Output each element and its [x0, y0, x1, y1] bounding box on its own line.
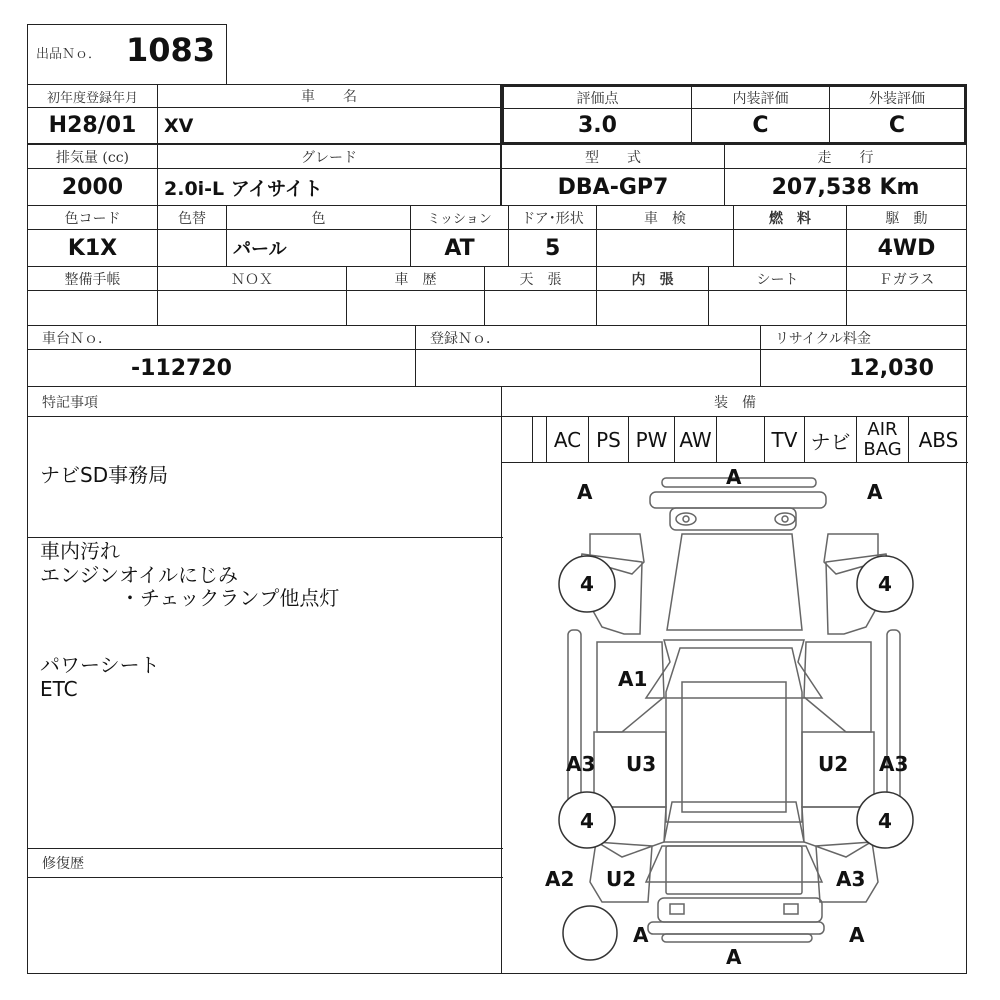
mark-rear-left-a: A2	[545, 867, 575, 891]
label-color-change: 色替	[157, 205, 227, 230]
row2	[27, 144, 967, 206]
value-vehicle-history	[346, 290, 485, 326]
note-line-5: パワーシート	[40, 653, 160, 677]
equipment-row	[502, 417, 968, 463]
row5	[27, 325, 967, 387]
mark-left-side-u: U3	[626, 752, 657, 776]
label-color: 色	[226, 205, 411, 230]
value-chassis-number: -112720	[27, 349, 416, 387]
value-color-code: K1X	[27, 229, 158, 267]
mark-tire-front-right: 4	[878, 572, 892, 596]
equipment-item-ps: PS	[588, 417, 628, 463]
value-doors: 5	[508, 229, 597, 267]
notes-divider	[28, 537, 503, 538]
mark-front-right: A	[867, 480, 883, 504]
value-interior-trim	[596, 290, 709, 326]
label-model: 型 式	[501, 144, 725, 169]
note-line-2: 車内汚れ	[40, 539, 120, 563]
label-grade: グレード	[157, 144, 501, 169]
label-displacement: 排気量 (cc)	[27, 144, 158, 169]
row3	[27, 205, 967, 267]
value-inspection	[596, 229, 734, 267]
label-seat: シート	[708, 266, 847, 291]
lot-number-label: 出品Ｎｏ．	[36, 46, 102, 62]
label-transmission: ミッション	[410, 205, 509, 230]
notes-section	[27, 386, 502, 974]
label-drive: 駆 動	[846, 205, 967, 230]
value-color: パール	[226, 229, 411, 267]
equipment-item-airbag: AIR BAG	[856, 417, 908, 463]
value-front-glass	[846, 290, 967, 326]
value-nox	[157, 290, 347, 326]
label-inspection: 車 検	[596, 205, 734, 230]
value-transmission: AT	[410, 229, 509, 267]
value-grade: 2.0i-L アイサイト	[157, 168, 501, 206]
mark-rear-bumper: A	[726, 945, 742, 969]
value-car-name: XV	[157, 107, 501, 144]
score-block	[501, 84, 967, 145]
value-first-registration: H28/01	[27, 107, 158, 144]
mark-right-side-u: U2	[818, 752, 849, 776]
value-seat	[708, 290, 847, 326]
equipment-item-abs: ABS	[908, 417, 968, 463]
value-registration-number	[415, 349, 761, 387]
equipment-item-blank-1	[532, 417, 546, 463]
equipment-item-navi: ナビ	[804, 417, 856, 463]
label-exterior-score: 外装評価	[830, 87, 964, 109]
label-car-name: 車 名	[157, 84, 501, 108]
value-interior-score: C	[692, 109, 830, 142]
value-exterior-score: C	[888, 113, 906, 138]
equipment-item-blank-2	[716, 417, 764, 463]
value-recycle-fee: 12,030	[760, 349, 967, 387]
label-recycle-fee: リサイクル料金	[760, 325, 967, 350]
label-vehicle-history: 車 歴	[346, 266, 485, 291]
equipment-item-aw: AW	[674, 417, 716, 463]
equipment-item-tv: TV	[764, 417, 804, 463]
note-line-4: ・チェックランプ他点灯	[40, 586, 340, 610]
label-first-registration: 初年度登録年月	[27, 84, 158, 108]
note-line-3: エンジンオイルにじみ	[40, 563, 238, 587]
repair-history-title: 修復歴	[28, 848, 503, 878]
label-chassis-number: 車台Ｎｏ．	[27, 325, 416, 350]
label-roof-lining: 天 張	[484, 266, 597, 291]
label-registration-number: 登録Ｎｏ．	[415, 325, 761, 350]
label-mileage: 走 行	[724, 144, 967, 169]
value-mileage: 207,538 Km	[724, 168, 967, 206]
label-fuel: 燃 料	[733, 205, 847, 230]
value-fuel	[733, 229, 847, 267]
mark-tire-rear-left: 4	[580, 809, 594, 833]
mark-tire-front-left: 4	[580, 572, 594, 596]
value-drive: 4WD	[846, 229, 967, 267]
value-maintenance-book	[27, 290, 158, 326]
equipment-item-ac: AC	[546, 417, 588, 463]
mark-right-side-a: A3	[879, 752, 909, 776]
label-nox: ＮＯＸ	[157, 266, 347, 291]
label-interior-trim: 内 張	[596, 266, 709, 291]
mark-rear-left-bottom: A	[633, 923, 649, 947]
mark-roof: A1	[618, 667, 648, 691]
mark-tire-rear-right: 4	[878, 809, 892, 833]
value-roof-lining	[484, 290, 597, 326]
note-line-1: ナビSD事務局	[40, 463, 169, 487]
row4	[27, 266, 967, 326]
mark-left-side-a: A3	[566, 752, 596, 776]
car-damage-diagram	[502, 462, 966, 973]
lot-number-value: 1083	[126, 31, 216, 69]
mark-rear-left-u: U2	[606, 867, 637, 891]
value-displacement: 2000	[27, 168, 158, 206]
label-interior-score: 内装評価	[692, 87, 830, 109]
notes-title: 特記事項	[28, 387, 503, 417]
value-model: DBA-GP7	[501, 168, 725, 206]
mark-rear-right-bottom: A	[849, 923, 865, 947]
equipment-item-pw: PW	[628, 417, 674, 463]
label-doors: ドア･形状	[508, 205, 597, 230]
mark-rear-right: A3	[836, 867, 866, 891]
note-line-6: ETC	[40, 677, 78, 701]
equipment-title: 装 備	[502, 387, 968, 417]
mark-front-left: A	[577, 480, 593, 504]
value-score: 3.0	[504, 109, 692, 142]
value-color-change	[157, 229, 227, 267]
label-front-glass: Ｆガラス	[846, 266, 967, 291]
label-maintenance-book: 整備手帳	[27, 266, 158, 291]
spare-tire-icon	[563, 906, 617, 960]
label-score: 評価点	[504, 87, 692, 109]
lot-number-box	[27, 24, 227, 85]
mark-front-bumper: A	[726, 465, 742, 489]
label-color-code: 色コード	[27, 205, 158, 230]
